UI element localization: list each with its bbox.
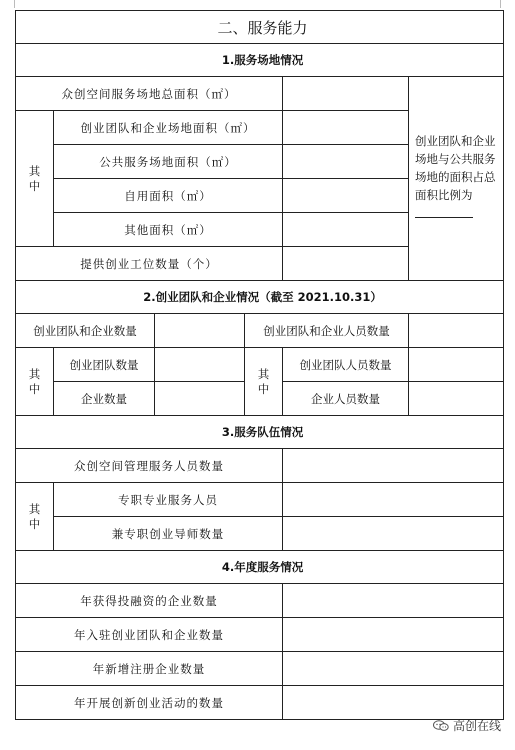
- page-edge-right: [500, 0, 501, 8]
- area-ratio-text: 创业团队和企业场地与公共服务场地的面积占总面积比例为: [415, 134, 496, 202]
- sub-ent-count-label: 企业数量: [54, 382, 155, 416]
- service-capacity-form: [15, 10, 504, 720]
- fulltime-staff-value[interactable]: [283, 483, 504, 517]
- total-area-label: 众创空间服务场地总面积（㎡）: [16, 77, 283, 111]
- qizhong-label-2b: 其 中: [245, 348, 283, 416]
- section-3-heading: 3.服务队伍情况: [16, 416, 504, 449]
- financed-value[interactable]: [283, 584, 504, 618]
- qizhong-label-2a: 其 中: [16, 348, 54, 416]
- self-area-value[interactable]: [283, 179, 409, 213]
- section-4-heading: 4.年度服务情况: [16, 551, 504, 584]
- page-edge-left: [14, 0, 15, 8]
- team-staff-label: 创业团队和企业人员数量: [245, 314, 409, 348]
- section-2-heading: 2.创业团队和企业情况（截至 2021.10.31）: [16, 281, 504, 314]
- section-title: 二、服务能力: [16, 11, 504, 44]
- activities-value[interactable]: [283, 686, 504, 720]
- qizhong-label-1: 其 中: [16, 111, 54, 247]
- sub-ent-staff-value[interactable]: [409, 382, 504, 416]
- chat-bubble-icon: [433, 720, 449, 732]
- team-area-value[interactable]: [283, 111, 409, 145]
- registered-value[interactable]: [283, 652, 504, 686]
- sub-team-staff-value[interactable]: [409, 348, 504, 382]
- other-area-label: 其他面积（㎡）: [54, 213, 283, 247]
- sub-team-count-label: 创业团队数量: [54, 348, 155, 382]
- registered-label: 年新增注册企业数量: [16, 652, 283, 686]
- self-area-label: 自用面积（㎡）: [54, 179, 283, 213]
- mentors-value[interactable]: [283, 517, 504, 551]
- total-area-value[interactable]: [283, 77, 409, 111]
- mgmt-staff-label: 众创空间管理服务人员数量: [16, 449, 283, 483]
- watermark-text: 高创在线: [452, 719, 501, 733]
- sub-ent-staff-label: 企业人员数量: [283, 382, 409, 416]
- stations-value[interactable]: [283, 247, 409, 281]
- sub-team-staff-label: 创业团队人员数量: [283, 348, 409, 382]
- mgmt-staff-value[interactable]: [283, 449, 504, 483]
- team-area-label: 创业团队和企业场地面积（㎡）: [54, 111, 283, 145]
- public-area-value[interactable]: [283, 145, 409, 179]
- sub-ent-count-value[interactable]: [155, 382, 245, 416]
- settled-label: 年入驻创业团队和企业数量: [16, 618, 283, 652]
- team-count-label: 创业团队和企业数量: [16, 314, 155, 348]
- sub-team-count-value[interactable]: [155, 348, 245, 382]
- activities-label: 年开展创新创业活动的数量: [16, 686, 283, 720]
- other-area-value[interactable]: [283, 213, 409, 247]
- area-ratio-cell: [409, 77, 504, 281]
- qizhong-label-3: 其 中: [16, 483, 54, 551]
- stations-label: 提供创业工位数量（个）: [16, 247, 283, 281]
- team-staff-value[interactable]: [409, 314, 504, 348]
- mentors-label: 兼专职创业导师数量: [54, 517, 283, 551]
- section-1-heading: 1.服务场地情况: [16, 44, 504, 77]
- team-count-value[interactable]: [155, 314, 245, 348]
- settled-value[interactable]: [283, 618, 504, 652]
- financed-label: 年获得投融资的企业数量: [16, 584, 283, 618]
- fulltime-staff-label: 专职专业服务人员: [54, 483, 283, 517]
- area-ratio-blank[interactable]: [415, 205, 473, 218]
- watermark: [433, 717, 501, 734]
- public-area-label: 公共服务场地面积（㎡）: [54, 145, 283, 179]
